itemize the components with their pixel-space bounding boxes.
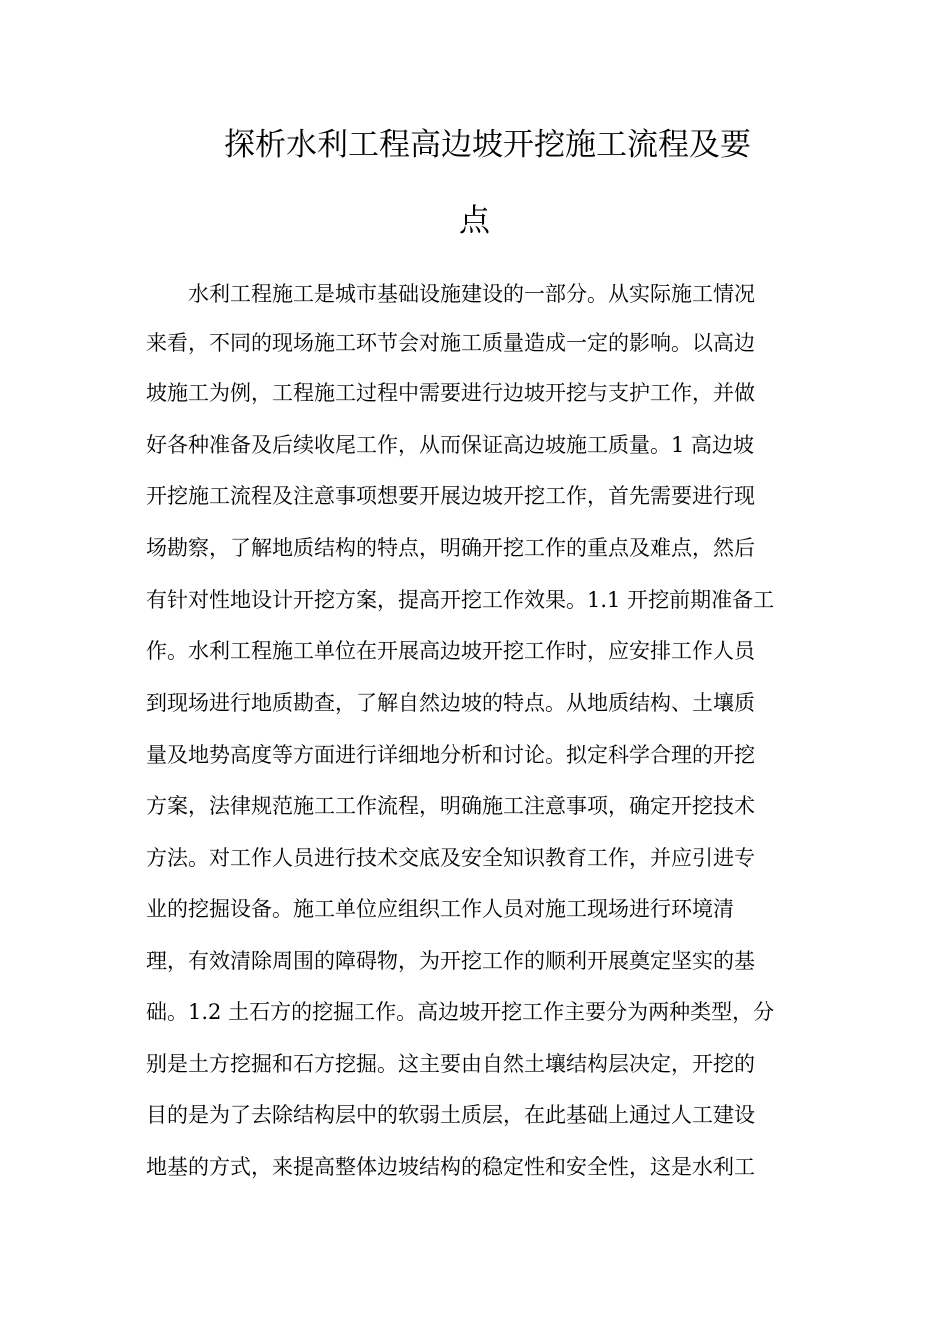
document-title-line-1: 探析水利工程高边坡开挖施工流程及要 bbox=[224, 127, 751, 163]
body-paragraph-line: 业的挖掘设备。施工单位应组织工作人员对施工现场进行环境清 bbox=[146, 897, 734, 921]
body-paragraph-line: 场勘察，了解地质结构的特点，明确开挖工作的重点及难点，然后 bbox=[146, 536, 755, 560]
body-paragraph-line: 作。水利工程施工单位在开展高边坡开挖工作时，应安排工作人员 bbox=[146, 639, 755, 663]
body-paragraph-line: 地基的方式，来提高整体边坡结构的稳定性和安全性，这是水利工 bbox=[146, 1155, 755, 1179]
body-paragraph-line: 方案，法律规范施工工作流程，明确施工注意事项，确定开挖技术 bbox=[146, 794, 755, 818]
body-paragraph-line: 坡施工为例，工程施工过程中需要进行边坡开挖与支护工作，并做 bbox=[146, 381, 755, 405]
body-paragraph-line: 量及地势高度等方面进行详细地分析和讨论。拟定科学合理的开挖 bbox=[146, 743, 755, 767]
body-paragraph-line: 好各种准备及后续收尾工作，从而保证高边坡施工质量。1 高边坡 bbox=[146, 433, 755, 457]
body-paragraph-line: 别是土方挖掘和石方挖掘。这主要由自然土壤结构层决定，开挖的 bbox=[146, 1052, 755, 1076]
body-paragraph-line: 来看，不同的现场施工环节会对施工质量造成一定的影响。以高边 bbox=[146, 331, 755, 355]
body-paragraph-line: 到现场进行地质勘查，了解自然边坡的特点。从地质结构、土壤质 bbox=[146, 691, 755, 715]
document-title-line-2: 点 bbox=[459, 203, 490, 239]
body-paragraph-line: 有针对性地设计开挖方案，提高开挖工作效果。1.1 开挖前期准备工 bbox=[146, 588, 775, 612]
body-paragraph-line: 础。1.2 土石方的挖掘工作。高边坡开挖工作主要分为两种类型，分 bbox=[146, 1000, 775, 1024]
body-paragraph-line: 理，有效清除周围的障碍物，为开挖工作的顺利开展奠定坚实的基 bbox=[146, 949, 755, 973]
body-paragraph-line: 水利工程施工是城市基础设施建设的一部分。从实际施工情况 bbox=[188, 282, 755, 306]
body-paragraph-line: 开挖施工流程及注意事项想要开展边坡开挖工作，首先需要进行现 bbox=[146, 484, 755, 508]
body-paragraph-line: 方法。对工作人员进行技术交底及安全知识教育工作，并应引进专 bbox=[146, 846, 755, 870]
body-paragraph-line: 目的是为了去除结构层中的软弱土质层，在此基础上通过人工建设 bbox=[146, 1103, 755, 1127]
